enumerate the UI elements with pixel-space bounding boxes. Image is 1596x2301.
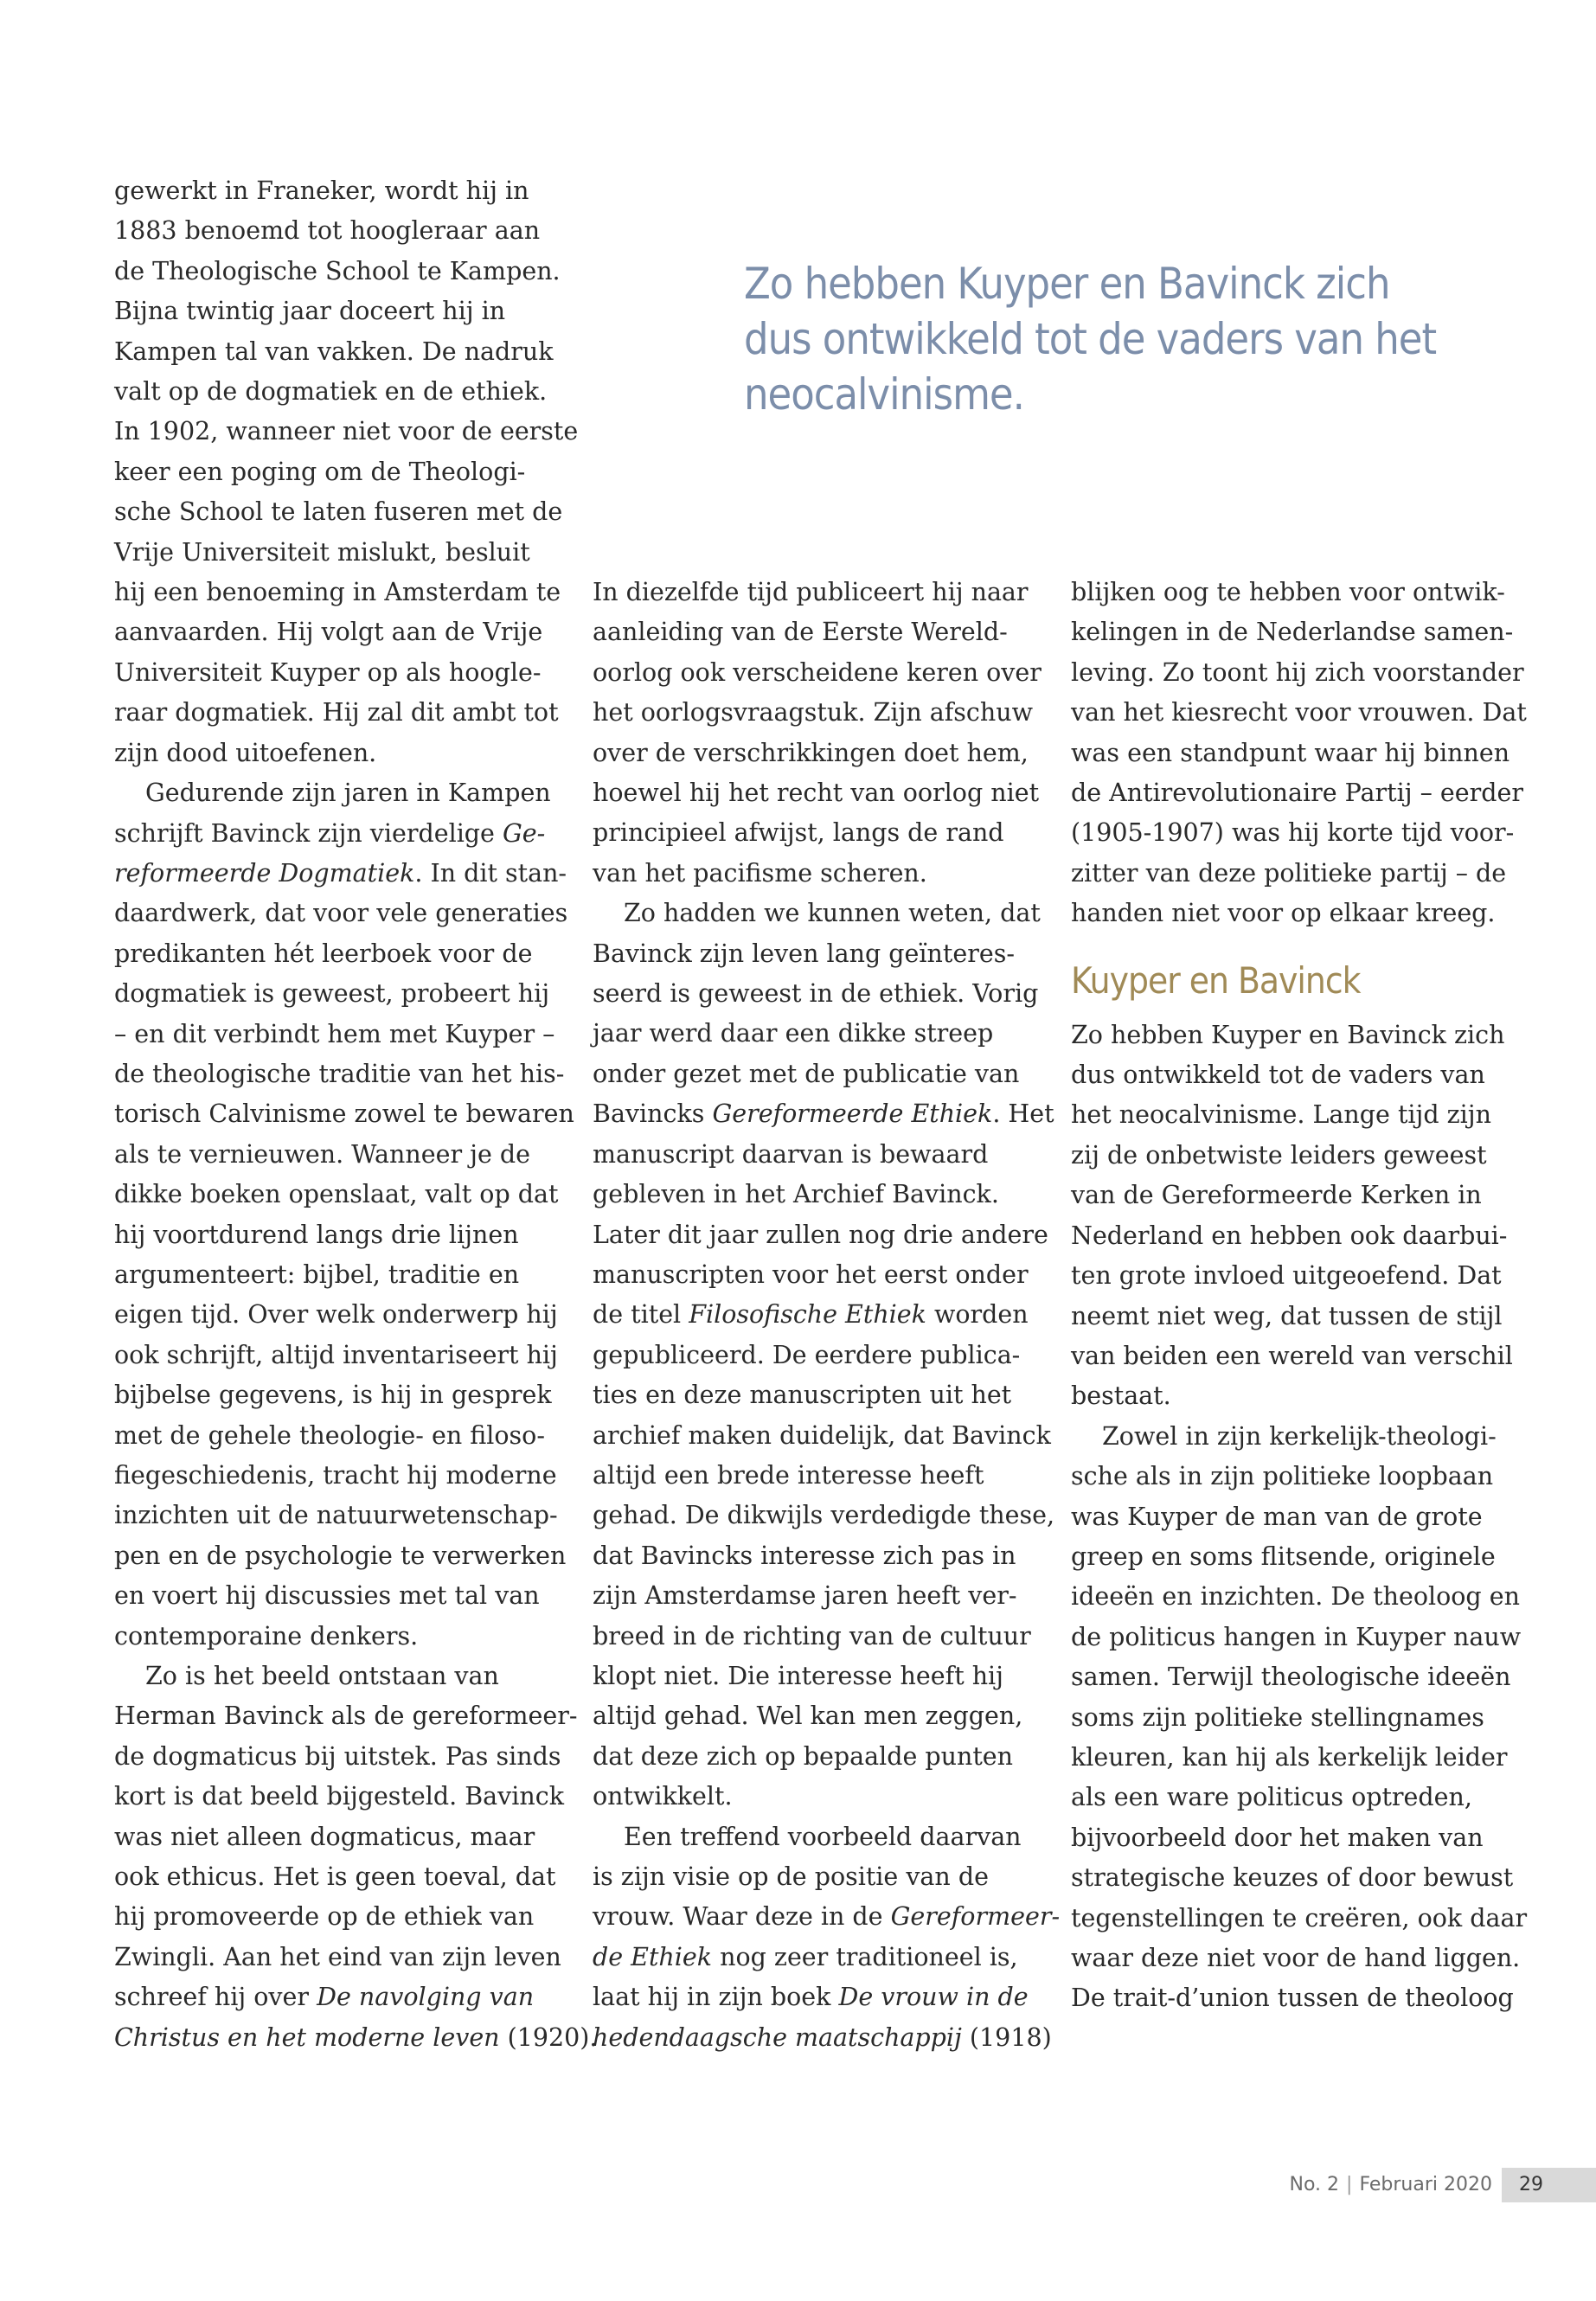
text-line: hoewel hij het recht van oorlog niet — [593, 779, 1040, 808]
text-line: ook schrijft, altijd inventariseert hij — [114, 1340, 558, 1369]
text-line: de Antirevolutionaire Partij – eerder — [1071, 779, 1524, 808]
text-line: waar deze niet voor de hand liggen. — [1071, 1944, 1521, 1972]
text-column-1 — [114, 171, 598, 2058]
text-line: gepubliceerd. De eerdere publica- — [593, 1340, 1021, 1369]
text-line: dat deze zich op bepaalde punten — [593, 1741, 1014, 1771]
paragraph — [1071, 573, 1525, 934]
text-line: kleuren, kan hij als kerkelijk leider — [1071, 1742, 1508, 1772]
page-footer — [0, 2168, 1596, 2202]
text-line: ten grote invloed uitgeoefend. Dat — [1071, 1261, 1502, 1291]
text-line: was niet alleen dogmaticus, maar — [114, 1822, 535, 1851]
pull-quote-line: dus ontwikkeld tot de vaders van het — [744, 314, 1437, 364]
text-line: hij een benoeming in Amsterdam te — [114, 578, 561, 607]
book-title: De navolging van — [317, 1983, 535, 2012]
text-line — [114, 1977, 568, 2017]
text-line: keer een poging om de Theologi- — [114, 457, 526, 486]
text-line: – en dit verbindt hem met Kuyper – — [114, 1019, 555, 1048]
text-line: In 1902, wanneer niet voor de eerste — [114, 417, 579, 446]
text-line: Universiteit Kuyper op als hoogle- — [114, 657, 542, 687]
text-run: . Het — [992, 1099, 1054, 1129]
text-line: manuscripten voor het eerst onder — [593, 1259, 1029, 1289]
text-line: Nederland en hebben ook daarbui- — [1071, 1221, 1508, 1250]
book-title: reformeerde Dogmatiek — [114, 858, 415, 888]
text-line: predikanten hét leerboek voor de — [114, 939, 533, 968]
text-line: is zijn visie op de positie van de — [593, 1862, 989, 1891]
text-line: hij voortdurend langs drie lijnen — [114, 1220, 519, 1249]
text-line: In diezelfde tijd publiceert hij naar — [593, 578, 1029, 606]
book-title: Filosofische Ethiek — [689, 1300, 926, 1330]
paragraph — [114, 1657, 598, 2058]
text-line: kort is dat beeld bijgesteld. Bavinck — [114, 1782, 564, 1811]
text-line — [593, 1295, 1047, 1335]
text-line: inzichten uit de natuurwetenschap- — [114, 1501, 558, 1530]
paragraph — [593, 894, 1055, 1817]
text-line: klopt niet. Die interesse heeft hij — [593, 1661, 1004, 1690]
text-line — [593, 1897, 1061, 1937]
footer-separator: | — [1346, 2174, 1353, 2195]
text-line: torisch Calvinisme zowel te bewaren — [114, 1099, 574, 1129]
text-line: greep en soms flitsende, originele — [1071, 1541, 1496, 1571]
text-line: Zowel in zijn kerkelijk-theologi- — [1102, 1421, 1497, 1451]
paragraph — [114, 171, 579, 773]
text-line: zijn dood uitoefenen. — [114, 738, 377, 767]
book-title: Gereformeer- — [890, 1902, 1061, 1932]
book-title: De vrouw in de — [838, 1983, 1029, 2012]
text-line: het neocalvinisme. Lange tijd zijn — [1071, 1100, 1491, 1130]
text-line: ook ethicus. Het is geen toeval, dat — [114, 1862, 556, 1892]
text-line: Kampen tal van vakken. De nadruk — [114, 336, 554, 366]
text-run: (1918) — [961, 2022, 1052, 2052]
text-line: dus ontwikkeld tot de vaders van — [1071, 1061, 1485, 1090]
text-line: van beiden een wereld van verschil — [1071, 1341, 1513, 1370]
text-line: Zo is het beeld ontstaan van — [145, 1662, 499, 1691]
issue-date: Februari 2020 — [1359, 2174, 1492, 2195]
text-line: het oorlogsvraagstuk. Zijn afschuw — [593, 698, 1033, 727]
text-line: archief maken duidelijk, dat Bavinck — [593, 1420, 1051, 1450]
text-line: gehad. De dikwijls verdedigde these, — [593, 1501, 1055, 1530]
book-title: Christus en het moderne leven — [114, 2022, 500, 2052]
text-run: laat hij in zijn boek — [593, 1983, 839, 2012]
text-line — [593, 1938, 1047, 1977]
text-line: dat Bavincks interesse zich pas in — [593, 1541, 1016, 1570]
text-line: pen en de psychologie te verwerken — [114, 1541, 567, 1570]
pull-quote-line: neocalvinisme. — [744, 369, 1024, 420]
text-line: Vrije Universiteit mislukt, besluit — [114, 537, 530, 567]
book-title: hedendaagsche maatschappij — [593, 2022, 962, 2052]
text-line — [114, 814, 568, 854]
paragraph — [593, 1817, 1061, 2058]
text-run: de titel — [593, 1300, 689, 1330]
text-line: tegenstellingen te creëren, ook daar — [1071, 1903, 1528, 1932]
text-line: samen. Terwijl theologische ideeën — [1071, 1663, 1511, 1692]
text-line: over de verschrikkingen doet hem, — [593, 738, 1029, 767]
text-line: zijn Amsterdamse jaren heeft ver- — [593, 1581, 1017, 1611]
text-line: dikke boeken openslaat, valt op dat — [114, 1180, 559, 1209]
text-line — [114, 854, 568, 894]
paragraph — [1071, 1417, 1528, 2019]
text-line: de politicus hangen in Kuyper nauw — [1071, 1622, 1522, 1651]
paragraph — [114, 773, 574, 1657]
text-line: Zwingli. Aan het eind van zijn leven — [114, 1942, 561, 1971]
text-line: was een standpunt waar hij binnen — [1071, 738, 1510, 767]
text-line: manuscript daarvan is bewaard — [593, 1139, 989, 1169]
text-line: 1883 benoemd tot hoogleraar aan — [114, 216, 541, 246]
text-line: strategische keuzes of door bewust — [1071, 1863, 1514, 1893]
text-run: (1920). — [499, 2022, 598, 2052]
text-column-3 — [1071, 573, 1528, 2019]
text-line: sche School te laten fuseren met de — [114, 497, 563, 527]
text-line: kelingen in de Nederlandse samen- — [1071, 618, 1514, 647]
text-line: Bavinck zijn leven lang geïnteres- — [593, 939, 1015, 968]
text-line: leving. Zo toont hij zich voorstander — [1071, 657, 1524, 687]
text-line: (1905-1907) was hij korte tijd voor- — [1071, 818, 1515, 848]
text-line: daardwerk, dat voor vele generaties — [114, 899, 568, 928]
text-run: vrouw. Waar deze in de — [593, 1902, 891, 1932]
text-line: de theologische traditie van het his- — [114, 1059, 565, 1088]
text-line: sche als in zijn politieke loopbaan — [1071, 1462, 1494, 1491]
text-line: was Kuyper de man van de grote — [1071, 1502, 1483, 1531]
text-line: Zo hebben Kuyper en Bavinck zich — [1071, 1020, 1505, 1049]
text-line: De trait-d’union tussen de theoloog — [1071, 1984, 1514, 2013]
text-line — [593, 1094, 1054, 1134]
page-number-box — [1502, 2168, 1596, 2202]
text-line: eigen tijd. Over welk onderwerp hij — [114, 1300, 558, 1330]
text-line: dogmatiek is geweest, probeert hij — [114, 979, 550, 1009]
text-line: soms zijn politieke stellingnames — [1071, 1702, 1484, 1732]
text-line: gebleven in het Archief Bavinck. — [593, 1180, 999, 1209]
text-line: jaar werd daar een dikke streep — [593, 1019, 994, 1048]
text-line: Bijna twintig jaar doceert hij in — [114, 297, 506, 326]
section-heading: Kuyper en Bavinck — [1071, 958, 1361, 1002]
book-title: de Ethiek — [593, 1942, 713, 1971]
text-line: van het pacifisme scheren. — [593, 858, 927, 888]
text-run: Bavincks — [593, 1099, 713, 1129]
text-line: Later dit jaar zullen nog drie andere — [593, 1220, 1048, 1249]
text-line: en voert hij discussies met tal van — [114, 1581, 540, 1611]
text-run: schreef hij over — [114, 1983, 317, 2012]
text-line — [593, 2018, 1052, 2058]
text-line: als te vernieuwen. Wanneer je de — [114, 1139, 530, 1169]
text-line: argumenteert: bijbel, traditie en — [114, 1259, 520, 1289]
text-line: Gedurende zijn jaren in Kampen — [145, 779, 551, 808]
text-line — [593, 1977, 1047, 2017]
pull-quote — [744, 256, 1437, 422]
text-line: hij promoveerde op de ethiek van — [114, 1902, 535, 1932]
paragraph — [593, 573, 1047, 894]
text-run: worden — [926, 1300, 1029, 1330]
text-line: altijd gehad. Wel kan men zeggen, — [593, 1702, 1023, 1731]
text-line: principieel afwijst, langs de rand — [593, 818, 1004, 848]
text-line: ties en deze manuscripten uit het — [593, 1381, 1012, 1410]
text-line: bijvoorbeeld door het maken van — [1071, 1823, 1484, 1852]
text-line: met de gehele theologie- en filoso- — [114, 1420, 545, 1450]
text-line: bijbelse gegevens, is hij in gesprek — [114, 1381, 552, 1410]
book-title: Ge- — [502, 818, 546, 848]
text-line: ontwikkelt. — [593, 1782, 733, 1811]
text-line: van het kiesrecht voor vrouwen. Dat — [1071, 698, 1527, 727]
text-line: zij de onbetwiste leiders geweest — [1071, 1140, 1487, 1170]
text-line: de Theologische School te Kampen. — [114, 256, 561, 285]
text-line: aanvaarden. Hij volgt aan de Vrije — [114, 618, 543, 647]
pull-quote-line: Zo hebben Kuyper en Bavinck zich — [744, 259, 1390, 309]
text-line: breed in de richting van de cultuur — [593, 1621, 1031, 1650]
text-run: schrijft Bavinck zijn vierdelige — [114, 818, 503, 848]
text-line: onder gezet met de publicatie van — [593, 1059, 1020, 1088]
text-run: nog zeer traditioneel is, — [712, 1942, 1018, 1971]
page-number: 29 — [1519, 2174, 1543, 2195]
text-line: Herman Bavinck als de gereformeer- — [114, 1702, 578, 1731]
text-line: fiegeschiedenis, tracht hij moderne — [114, 1461, 557, 1490]
text-run: . In dit stan- — [414, 858, 567, 888]
text-line: raar dogmatiek. Hij zal dit ambt tot — [114, 698, 559, 727]
text-line: altijd een brede interesse heeft — [593, 1460, 984, 1490]
paragraph — [1071, 1016, 1525, 1417]
book-title: Gereformeerde Ethiek — [712, 1099, 993, 1129]
text-line: valt op de dogmatiek en de ethiek. — [114, 377, 548, 407]
text-line: gewerkt in Franeker, wordt hij in — [114, 176, 529, 205]
text-line: neemt niet weg, dat tussen de stijl — [1071, 1301, 1503, 1330]
text-line: blijken oog te hebben voor ontwik- — [1071, 578, 1505, 606]
text-line: de dogmaticus bij uitstek. Pas sinds — [114, 1741, 561, 1771]
text-line: Zo hadden we kunnen weten, dat — [624, 899, 1041, 928]
text-line: ideeën en inzichten. De theoloog en — [1071, 1582, 1520, 1612]
text-line: oorlog ook verscheidene keren over — [593, 657, 1042, 687]
text-line: aanleiding van de Eerste Wereld- — [593, 618, 1008, 647]
text-line — [114, 2018, 598, 2058]
text-line: als een ware politicus optreden, — [1071, 1783, 1472, 1812]
text-line: contemporaine denkers. — [114, 1621, 419, 1650]
text-column-2 — [593, 573, 1061, 2058]
text-line: bestaat. — [1071, 1381, 1171, 1411]
text-line: zitter van deze politieke partij – de — [1071, 858, 1507, 888]
issue-number: No. 2 — [1289, 2174, 1340, 2195]
text-line: handen niet voor op elkaar kreeg. — [1071, 899, 1496, 928]
text-line: seerd is geweest in de ethiek. Vorig — [593, 979, 1039, 1009]
issue-info — [1290, 2168, 1493, 2202]
text-line: Een treffend voorbeeld daarvan — [624, 1822, 1022, 1851]
text-line: van de Gereformeerde Kerken in — [1071, 1181, 1482, 1210]
